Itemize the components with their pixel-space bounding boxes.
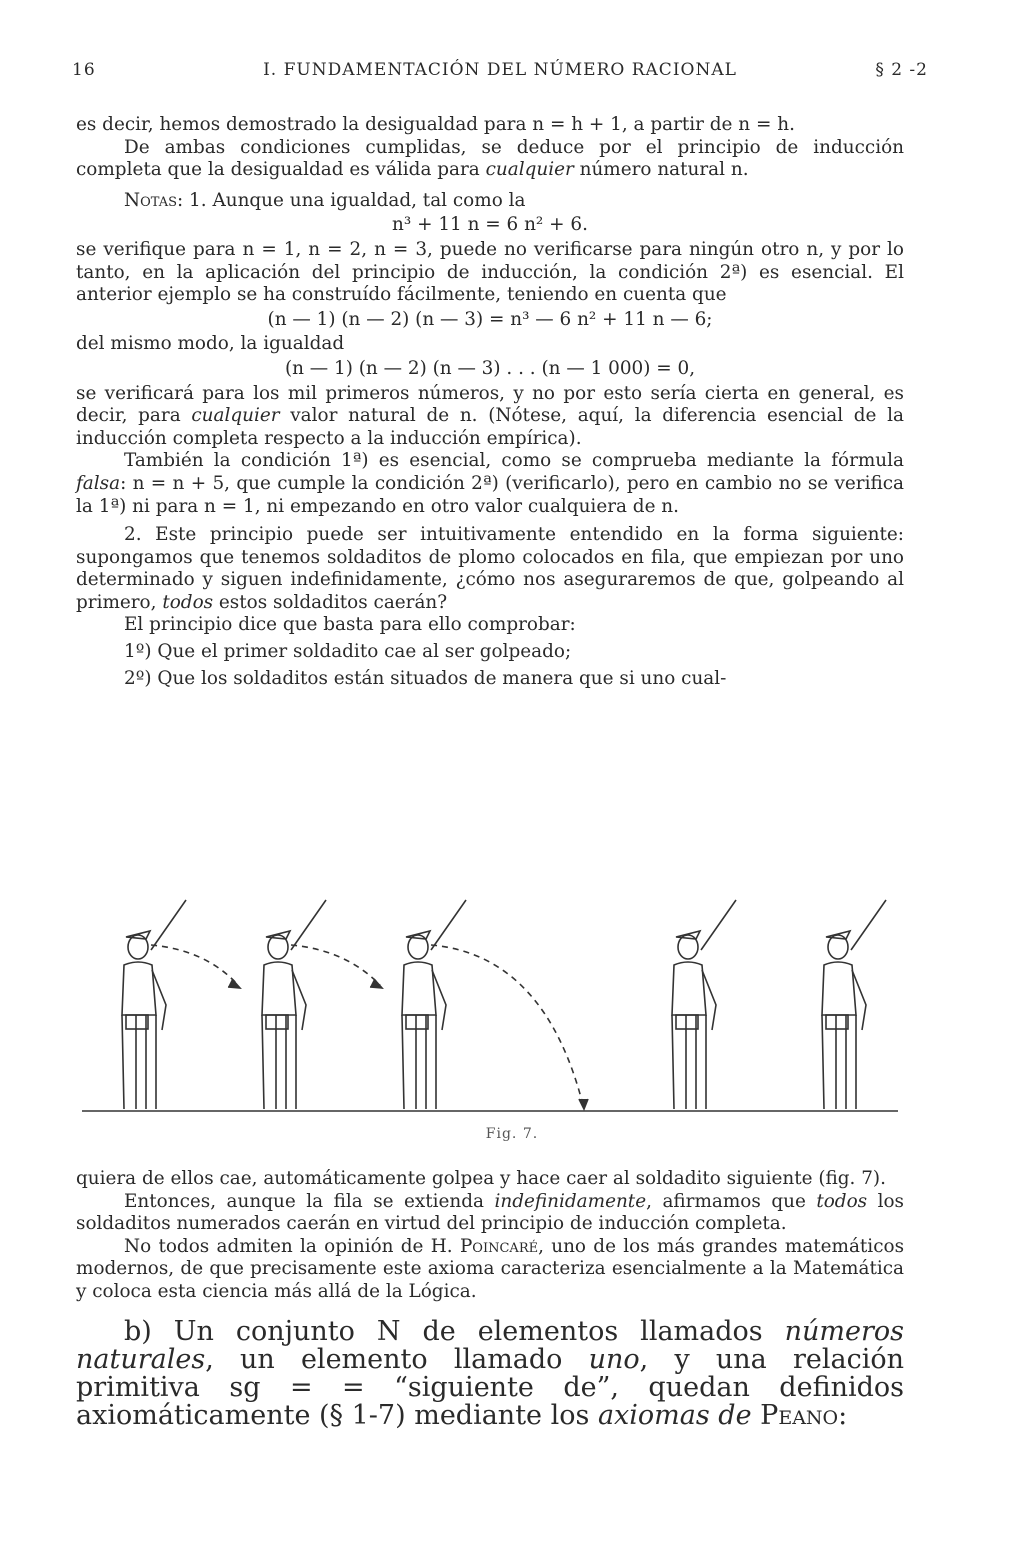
soldier-4 (672, 900, 736, 1109)
arrowhead-2 (370, 979, 382, 988)
paragraph: se verifique para n = 1, n = 2, n = 3, puede no verificarse para ningún otro n, y por lo tanto, en la aplicación del principio de inducción, la condición 2ª) es esencial. El anterior ejemplo se ha construído fácilmente, teniendo en cuenta que (76, 238, 904, 306)
figure-caption: Fig. 7. (485, 1126, 539, 1142)
running-header (72, 60, 928, 84)
paragraph: 2. Este principio puede ser intuitivamente entendido en la forma siguiente: supongamos que tenemos soldaditos de plomo colocados en fila, que empiezan por uno determinado y siguen indefinidamente, ¿cómo nos aseguraremos de que, golpeando al primero, todos estos soldaditos caerán? (76, 524, 904, 613)
list-item: 2º) Que los soldaditos están situados de manera que si uno cual- (124, 667, 727, 689)
notes-label: Notas: (124, 189, 184, 211)
soldier-1 (122, 900, 186, 1109)
paragraph: No todos admiten la opinión de H. Poincaré, uno de los más grandes matemáticos modernos, de que precisamente este axioma caracteriza esencialmente a la Matemática y coloca esta ciencia más allá de la Lógica. (76, 1235, 905, 1302)
running-title: I. FUNDAMENTACIÓN DEL NÚMERO RACIONAL (263, 60, 737, 80)
section-number: § 2 -2 (875, 60, 928, 80)
paragraph: es decir, hemos demostrado la desigualdad para n = h + 1, a partir de n = h. (76, 114, 795, 135)
equation: (n — 1) (n — 2) (n — 3) . . . (n — 1 000) = 0, (284, 357, 696, 379)
soldier-5 (822, 900, 886, 1109)
arrowhead-3 (579, 1099, 588, 1109)
paragraph: También la condición 1ª) es esencial, como se comprueba mediante la fórmula falsa: n = n + 5, que cumple la condición 2ª) (verificarlo), pero en cambio no se verifica la 1ª) ni para n = 1, ni empezando en otro valor cualquiera de n. (76, 450, 904, 517)
axioms-intro: b) Un conjunto N de elementos llamados números naturales, un elemento llamado uno, y una relación primitiva sg = = “siguiente de”, quedan definidos axiomáticamente (§ 1-7) mediante los axiomas de Peano: (76, 1315, 904, 1431)
page-number: 16 (72, 60, 96, 80)
paragraph: El principio dice que basta para ello comprobar: (124, 614, 576, 636)
equation: (n — 1) (n — 2) (n — 3) = n³ — 6 n² + 11 n — 6; (267, 308, 713, 330)
fall-arrow-2 (291, 945, 380, 985)
text-block-upper (76, 114, 904, 690)
fall-arrow-3 (431, 945, 584, 1109)
paragraph: Entonces, aunque la fila se extienda indefinidamente, afirmamos que todos los soldaditos numerados caerán en virtud del principio de inducción completa. (76, 1190, 904, 1235)
list-item: 1º) Que el primer soldadito cae al ser golpeado; (124, 641, 572, 663)
equation: n³ + 11 n = 6 n² + 6. (392, 214, 588, 236)
paragraph: quiera de ellos cae, automáticamente golpea y hace caer al soldadito siguiente (fig. 7). (76, 1168, 886, 1189)
soldier-3 (402, 900, 466, 1109)
paragraph: del mismo modo, la igualdad (76, 333, 345, 355)
paragraph: se verificará para los mil primeros números, y no por esto sería cierta en general, es decir, para cualquier valor natural de n. (Nótese, aquí, la diferencia esencial de la inducción completa respecto a la inducción empírica). (76, 382, 904, 449)
paragraph: De ambas condiciones cumplidas, se deduce por el principio de inducción completa que la desigualdad es válida para cualquier número natural n. (76, 136, 904, 181)
arrowhead-1 (228, 979, 240, 988)
text-block-lower (76, 1168, 904, 1430)
fall-arrow-1 (151, 945, 238, 985)
soldier-2 (262, 900, 326, 1109)
notes-paragraph: Notas: 1. Aunque una igualdad, tal como la (124, 189, 526, 211)
figure-soldiers (76, 895, 904, 1120)
